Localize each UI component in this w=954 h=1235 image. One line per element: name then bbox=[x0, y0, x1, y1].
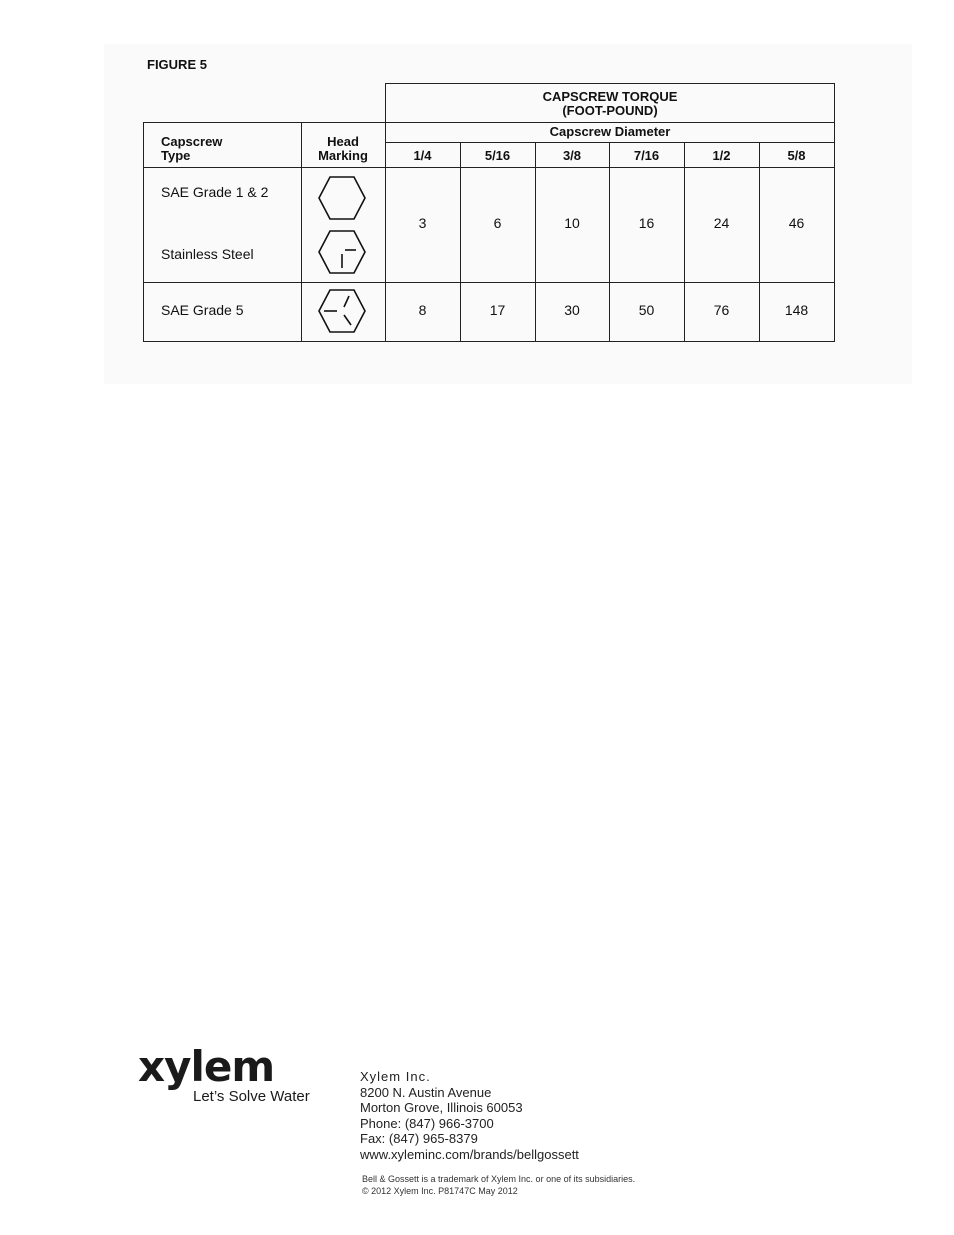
diameter-col-header: 1/4 bbox=[413, 148, 432, 163]
torque-value: 17 bbox=[489, 302, 506, 318]
address-line: Morton Grove, Illinois 60053 bbox=[360, 1100, 523, 1116]
torque-value: 10 bbox=[564, 215, 580, 231]
diameter-col-header: 5/16 bbox=[484, 148, 511, 163]
diameter-col-header: 1/2 bbox=[712, 148, 731, 163]
phone-number: Phone: (847) 966-3700 bbox=[360, 1115, 494, 1131]
diameter-col-header: 7/16 bbox=[633, 148, 660, 163]
type-header: Capscrew Type bbox=[161, 134, 223, 163]
fax-number: Fax: (847) 965-8379 bbox=[360, 1131, 478, 1147]
torque-header: CAPSCREW TORQUE (FOOT-POUND) bbox=[542, 89, 678, 118]
logo-tagline: Let’s Solve Water bbox=[193, 1088, 310, 1105]
torque-value: 30 bbox=[564, 302, 580, 318]
plain-hex-icon bbox=[316, 174, 368, 222]
torque-value: 46 bbox=[788, 215, 805, 231]
torque-value: 6 bbox=[493, 215, 502, 231]
marking-header: Head Marking bbox=[318, 134, 368, 163]
xylem-logo bbox=[138, 1042, 310, 1105]
capscrew-type: SAE Grade 1 & 2 bbox=[161, 184, 269, 200]
diameter-header: Capscrew Diameter bbox=[549, 124, 671, 139]
torque-value: 50 bbox=[638, 302, 655, 318]
diameter-col-header: 5/8 bbox=[787, 148, 806, 163]
torque-value: 148 bbox=[784, 302, 809, 318]
legal-notice bbox=[362, 1173, 635, 1197]
company-address bbox=[360, 1069, 579, 1163]
trademark-notice: Bell & Gossett is a trademark of Xylem Inc. or one of its subsidiaries. bbox=[362, 1174, 636, 1184]
website-link[interactable]: www.xyleminc.com/brands/bellgossett bbox=[360, 1146, 579, 1162]
figure-label: FIGURE 5 bbox=[147, 57, 207, 72]
capscrew-type: Stainless Steel bbox=[161, 246, 254, 262]
torque-value: 76 bbox=[713, 302, 730, 318]
capscrew-type: SAE Grade 5 bbox=[161, 302, 244, 318]
torque-value: 16 bbox=[638, 215, 655, 231]
torque-value: 24 bbox=[713, 215, 730, 231]
diameter-col-header: 3/8 bbox=[562, 148, 582, 163]
stainless-hex-icon bbox=[316, 228, 368, 276]
address-line: 8200 N. Austin Avenue bbox=[360, 1084, 492, 1100]
torque-value: 3 bbox=[418, 215, 427, 231]
grade5-hex-icon bbox=[316, 287, 368, 335]
torque-value: 8 bbox=[418, 302, 427, 318]
company-name: Xylem Inc. bbox=[360, 1069, 431, 1084]
copyright-notice: © 2012 Xylem Inc. P81747C May 2012 bbox=[362, 1186, 518, 1196]
logo-wordmark: xylem bbox=[138, 1042, 275, 1091]
